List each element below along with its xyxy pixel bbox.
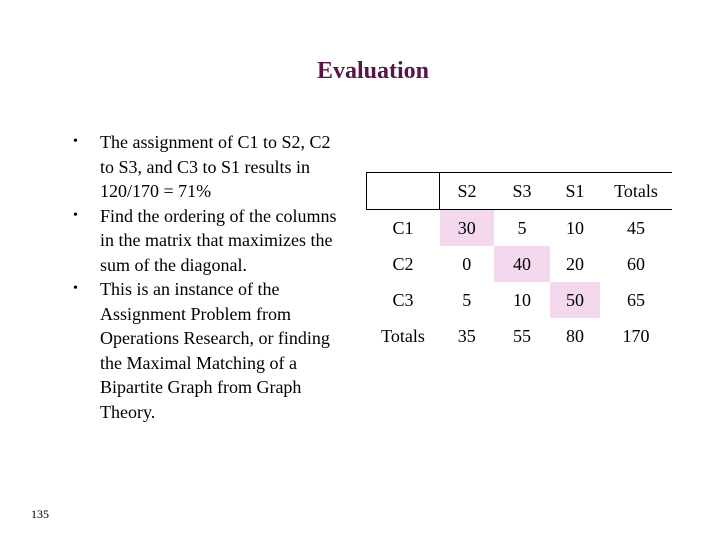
row-header: C3 <box>392 289 414 310</box>
table-cell: 5 <box>462 289 472 310</box>
row-header: C1 <box>392 217 414 238</box>
bullet-list <box>70 130 345 424</box>
column-header: Totals <box>600 173 672 210</box>
table-cell: 10 <box>566 217 584 238</box>
row-header: C2 <box>392 253 414 274</box>
table-cell: 45 <box>627 217 645 238</box>
table-row <box>367 246 673 282</box>
table-cell: 50 <box>550 282 600 318</box>
table-header-row <box>367 173 673 210</box>
bullet-dot: • <box>73 207 78 223</box>
table-cell: 170 <box>622 325 650 346</box>
table-cell: 55 <box>513 325 531 346</box>
bullet-text: The assignment of C1 to S2, C2 to S3, and C3 to S1 results in 120/170 = 71% <box>100 132 331 201</box>
table-cell: 0 <box>462 253 472 274</box>
column-header: S3 <box>494 173 550 210</box>
assignment-matrix <box>366 172 672 354</box>
table-corner-cell <box>367 173 440 210</box>
slide-number: 135 <box>31 507 49 521</box>
table-cell: 40 <box>494 246 550 282</box>
table-cell: 60 <box>627 253 645 274</box>
table-cell: 5 <box>517 217 527 238</box>
bullet-text: Find the ordering of the columns in the matrix that maximizes the sum of the diagonal. <box>100 205 337 275</box>
column-header: S1 <box>550 173 600 210</box>
bullet-dot: • <box>73 134 78 149</box>
table-cell: 10 <box>513 289 531 310</box>
table-row <box>367 210 673 247</box>
table-cell: 35 <box>457 325 476 346</box>
bullet-item <box>70 277 345 424</box>
slide-title: Evaluation <box>316 58 430 84</box>
column-header: S2 <box>440 173 495 210</box>
bullet-item <box>70 130 345 204</box>
table-row <box>367 318 673 354</box>
table-cell: 65 <box>627 289 645 310</box>
bullet-dot: • <box>73 281 78 296</box>
table-row <box>367 282 673 318</box>
table-cell: 30 <box>440 210 495 247</box>
bullet-text: This is an instance of the Assignment Problem from Operations Research, or finding the Maximal Matching of a Bipartite Graph from Graph Theory. <box>100 279 330 422</box>
bullet-item <box>70 204 345 278</box>
row-header: Totals <box>381 325 425 346</box>
table-cell: 80 <box>566 325 584 346</box>
table-cell: 20 <box>566 253 584 274</box>
